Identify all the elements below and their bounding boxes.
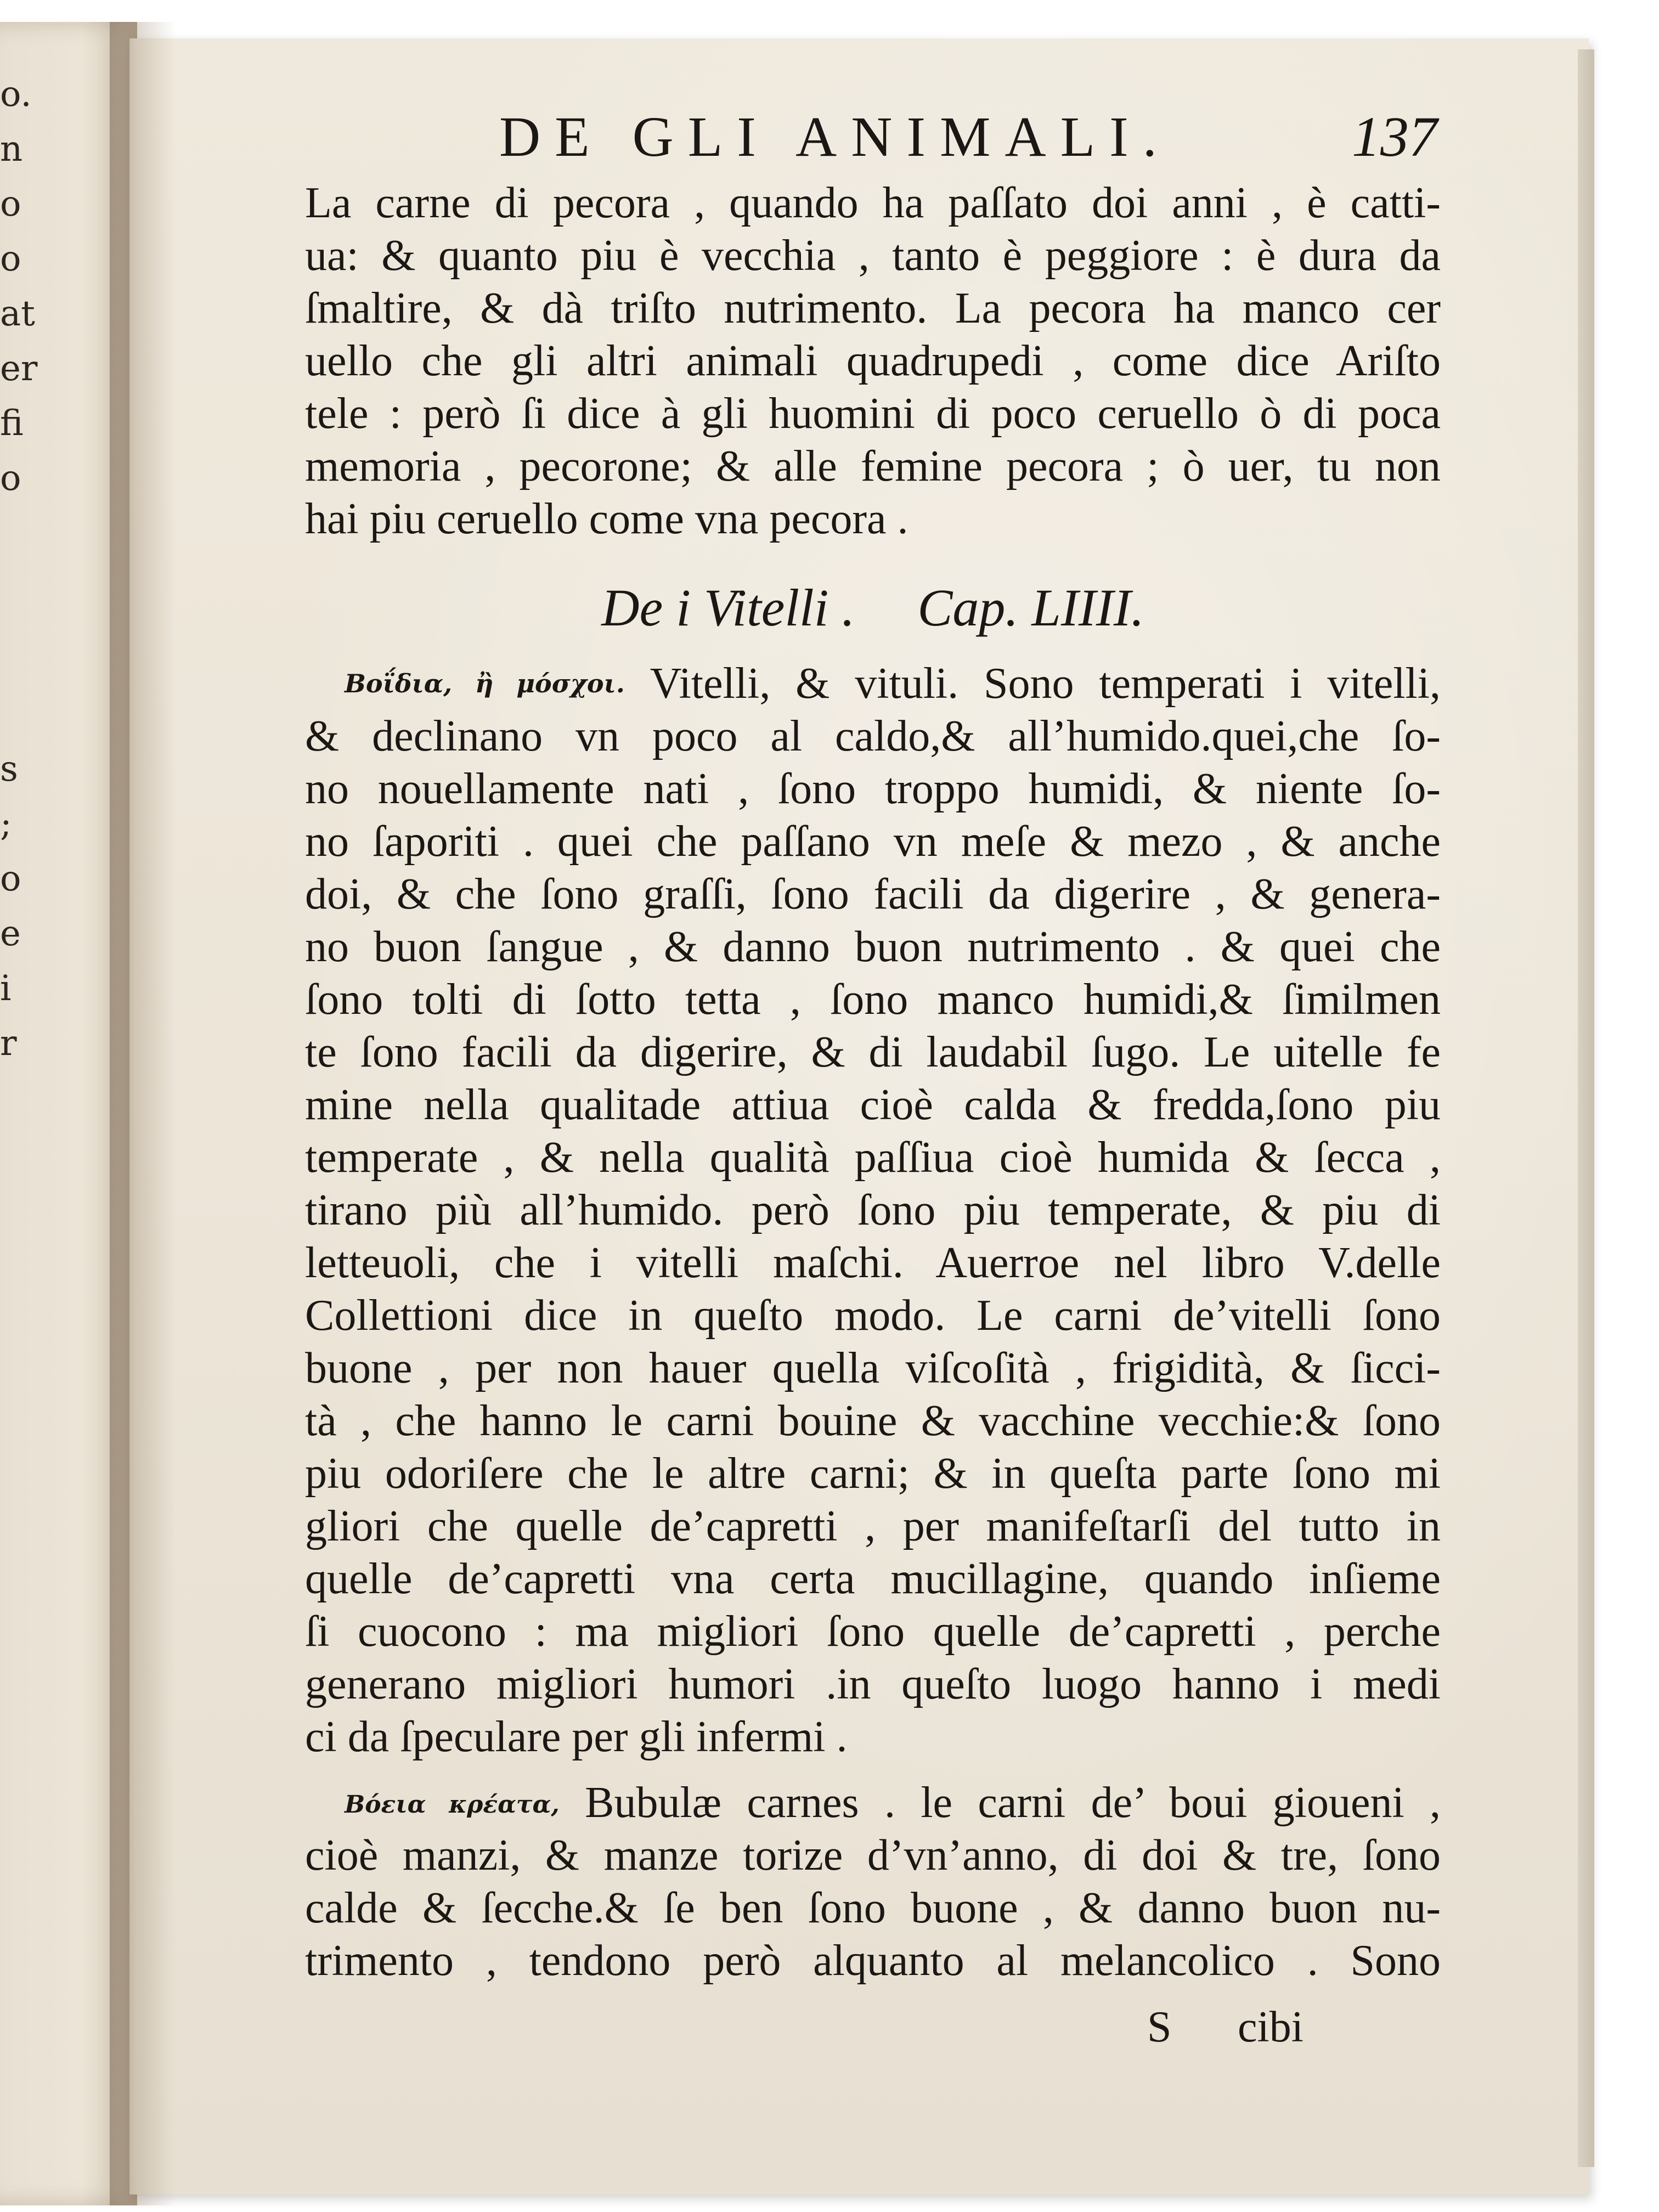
text-line: Collettioni dice in queſto modo. Le carni de’vitelli ſono (305, 1291, 1441, 1340)
text-line: quelle de’capretti vna certa mucillagine, quando inſieme (305, 1555, 1441, 1603)
chapter-heading (305, 577, 1441, 638)
text-line: ſono tolti di ſotto tetta , ſono manco humidi,& ſimilmen (305, 975, 1441, 1024)
text-line: te ſono facili da digerire, & di laudabil ſugo. Le uitelle fe (305, 1028, 1441, 1076)
running-title: DE GLI ANIMALI. (499, 105, 1171, 168)
running-head (318, 104, 1437, 170)
text-line: memoria , pecorone; & alle femine pecora ; ò uer, tu non (305, 442, 1441, 490)
text-line: no ſaporiti . quei che paſſano vn meſe & mezo , & anche (305, 817, 1441, 866)
chapter-title: De i Vitelli . (601, 578, 855, 637)
text-line: uello che gli altri animali quadrupedi , come dice Ariſto (305, 337, 1441, 385)
left-fragment: o (0, 859, 21, 899)
left-fragment: r (0, 1023, 17, 1064)
text-line: trimento , tendono però alquanto al melancolico . Sono (305, 1937, 1441, 1985)
text-line: calde & ſecche.& ſe ben ſono buone , & danno buon nu- (305, 1884, 1441, 1932)
left-fragment: er (0, 348, 38, 389)
text-line: letteuoli, che i vitelli maſchi. Auerroe nel libro V.delle (305, 1239, 1441, 1287)
text-line: ua: & quanto piu è vecchia , tanto è peggiore : è dura da (305, 232, 1441, 280)
text-line: doi, & che ſono graſſi, ſono facili da digerire , & genera- (305, 870, 1441, 918)
text-line: tà , che hanno le carni bouine & vacchine vecchie:& ſono (305, 1397, 1441, 1445)
text-line: buone , per non hauer quella viſcoſità , frigidità, & ſicci- (305, 1344, 1441, 1392)
signature-mark: S (1147, 2003, 1172, 2051)
text-line (345, 1781, 1441, 1825)
text-line: hai piu ceruello come vna pecora . (305, 495, 909, 543)
text-line: ſi cuocono : ma migliori ſono quelle de’capretti , perche (305, 1607, 1441, 1656)
left-fragment: fi (0, 403, 24, 444)
left-fragment: at (0, 294, 35, 334)
left-fragment: o. (0, 74, 32, 115)
text-line: generano migliori humori .in queſto luogo hanno i medi (305, 1660, 1441, 1708)
text-line (345, 659, 1441, 708)
left-fragment: e (0, 913, 21, 954)
left-fragment: ; (0, 804, 12, 844)
text-line: piu odoriſere che le altre carni; & in queſta parte ſono mi (305, 1449, 1441, 1498)
text-line: tirano più all’humido. però ſono piu temperate, & piu di (305, 1186, 1441, 1234)
text-line: gliori che quelle de’capretti , per manifeſtarſi del tutto in (305, 1502, 1441, 1550)
text-line: no nouellamente nati , ſono troppo humidi, & niente ſo- (305, 765, 1441, 813)
page-number: 137 (1352, 105, 1437, 168)
greek-marginal-term: Βόεια κρέατα, (345, 1791, 560, 1819)
text-line: ſmaltire, & dà triſto nutrimento. La pecora ha manco cer (305, 284, 1441, 332)
text-line: & declinano vn poco al caldo,& all’humido.quei,che ſo- (305, 712, 1441, 760)
paragraph-opening: Vitelli, & vituli. Sono temperati i vitelli, (650, 659, 1441, 708)
left-fragment: o (0, 184, 21, 224)
text-line: temperate , & nella qualità paſſiua cioè humida & ſecca , (305, 1133, 1441, 1182)
page-edge (1578, 49, 1594, 2167)
left-fragment: s (0, 749, 18, 789)
left-fragment: o (0, 458, 21, 499)
catchword: cibi (1238, 2003, 1304, 2051)
text-line: cioè manzi, & manze torize d’vn’anno, di doi & tre, ſono (305, 1831, 1441, 1880)
text-line: mine nella qualitade attiua cioè calda & fredda,ſono piu (305, 1081, 1441, 1129)
left-fragment: n (0, 129, 23, 170)
book-gutter-shadow (110, 22, 176, 2205)
left-fragment: o (0, 239, 21, 279)
greek-marginal-term: Βοΐδια, ἢ μόσχοι. (345, 669, 625, 698)
text-line: tele : però ſi dice à gli huomini di poco ceruello ò di poca (305, 390, 1441, 438)
text-line: no buon ſangue , & danno buon nutrimento . & quei che (305, 923, 1441, 971)
left-fragment: i (0, 968, 12, 1009)
text-line: ci da ſpeculare per gli infermi . (305, 1713, 848, 1761)
chapter-number: Cap. LIIII. (917, 578, 1144, 637)
text-line: La carne di pecora , quando ha paſſato doi anni , è catti- (305, 179, 1441, 227)
paragraph-opening: Bubulæ carnes . le carni de’ boui gioueni , (585, 1779, 1441, 1827)
